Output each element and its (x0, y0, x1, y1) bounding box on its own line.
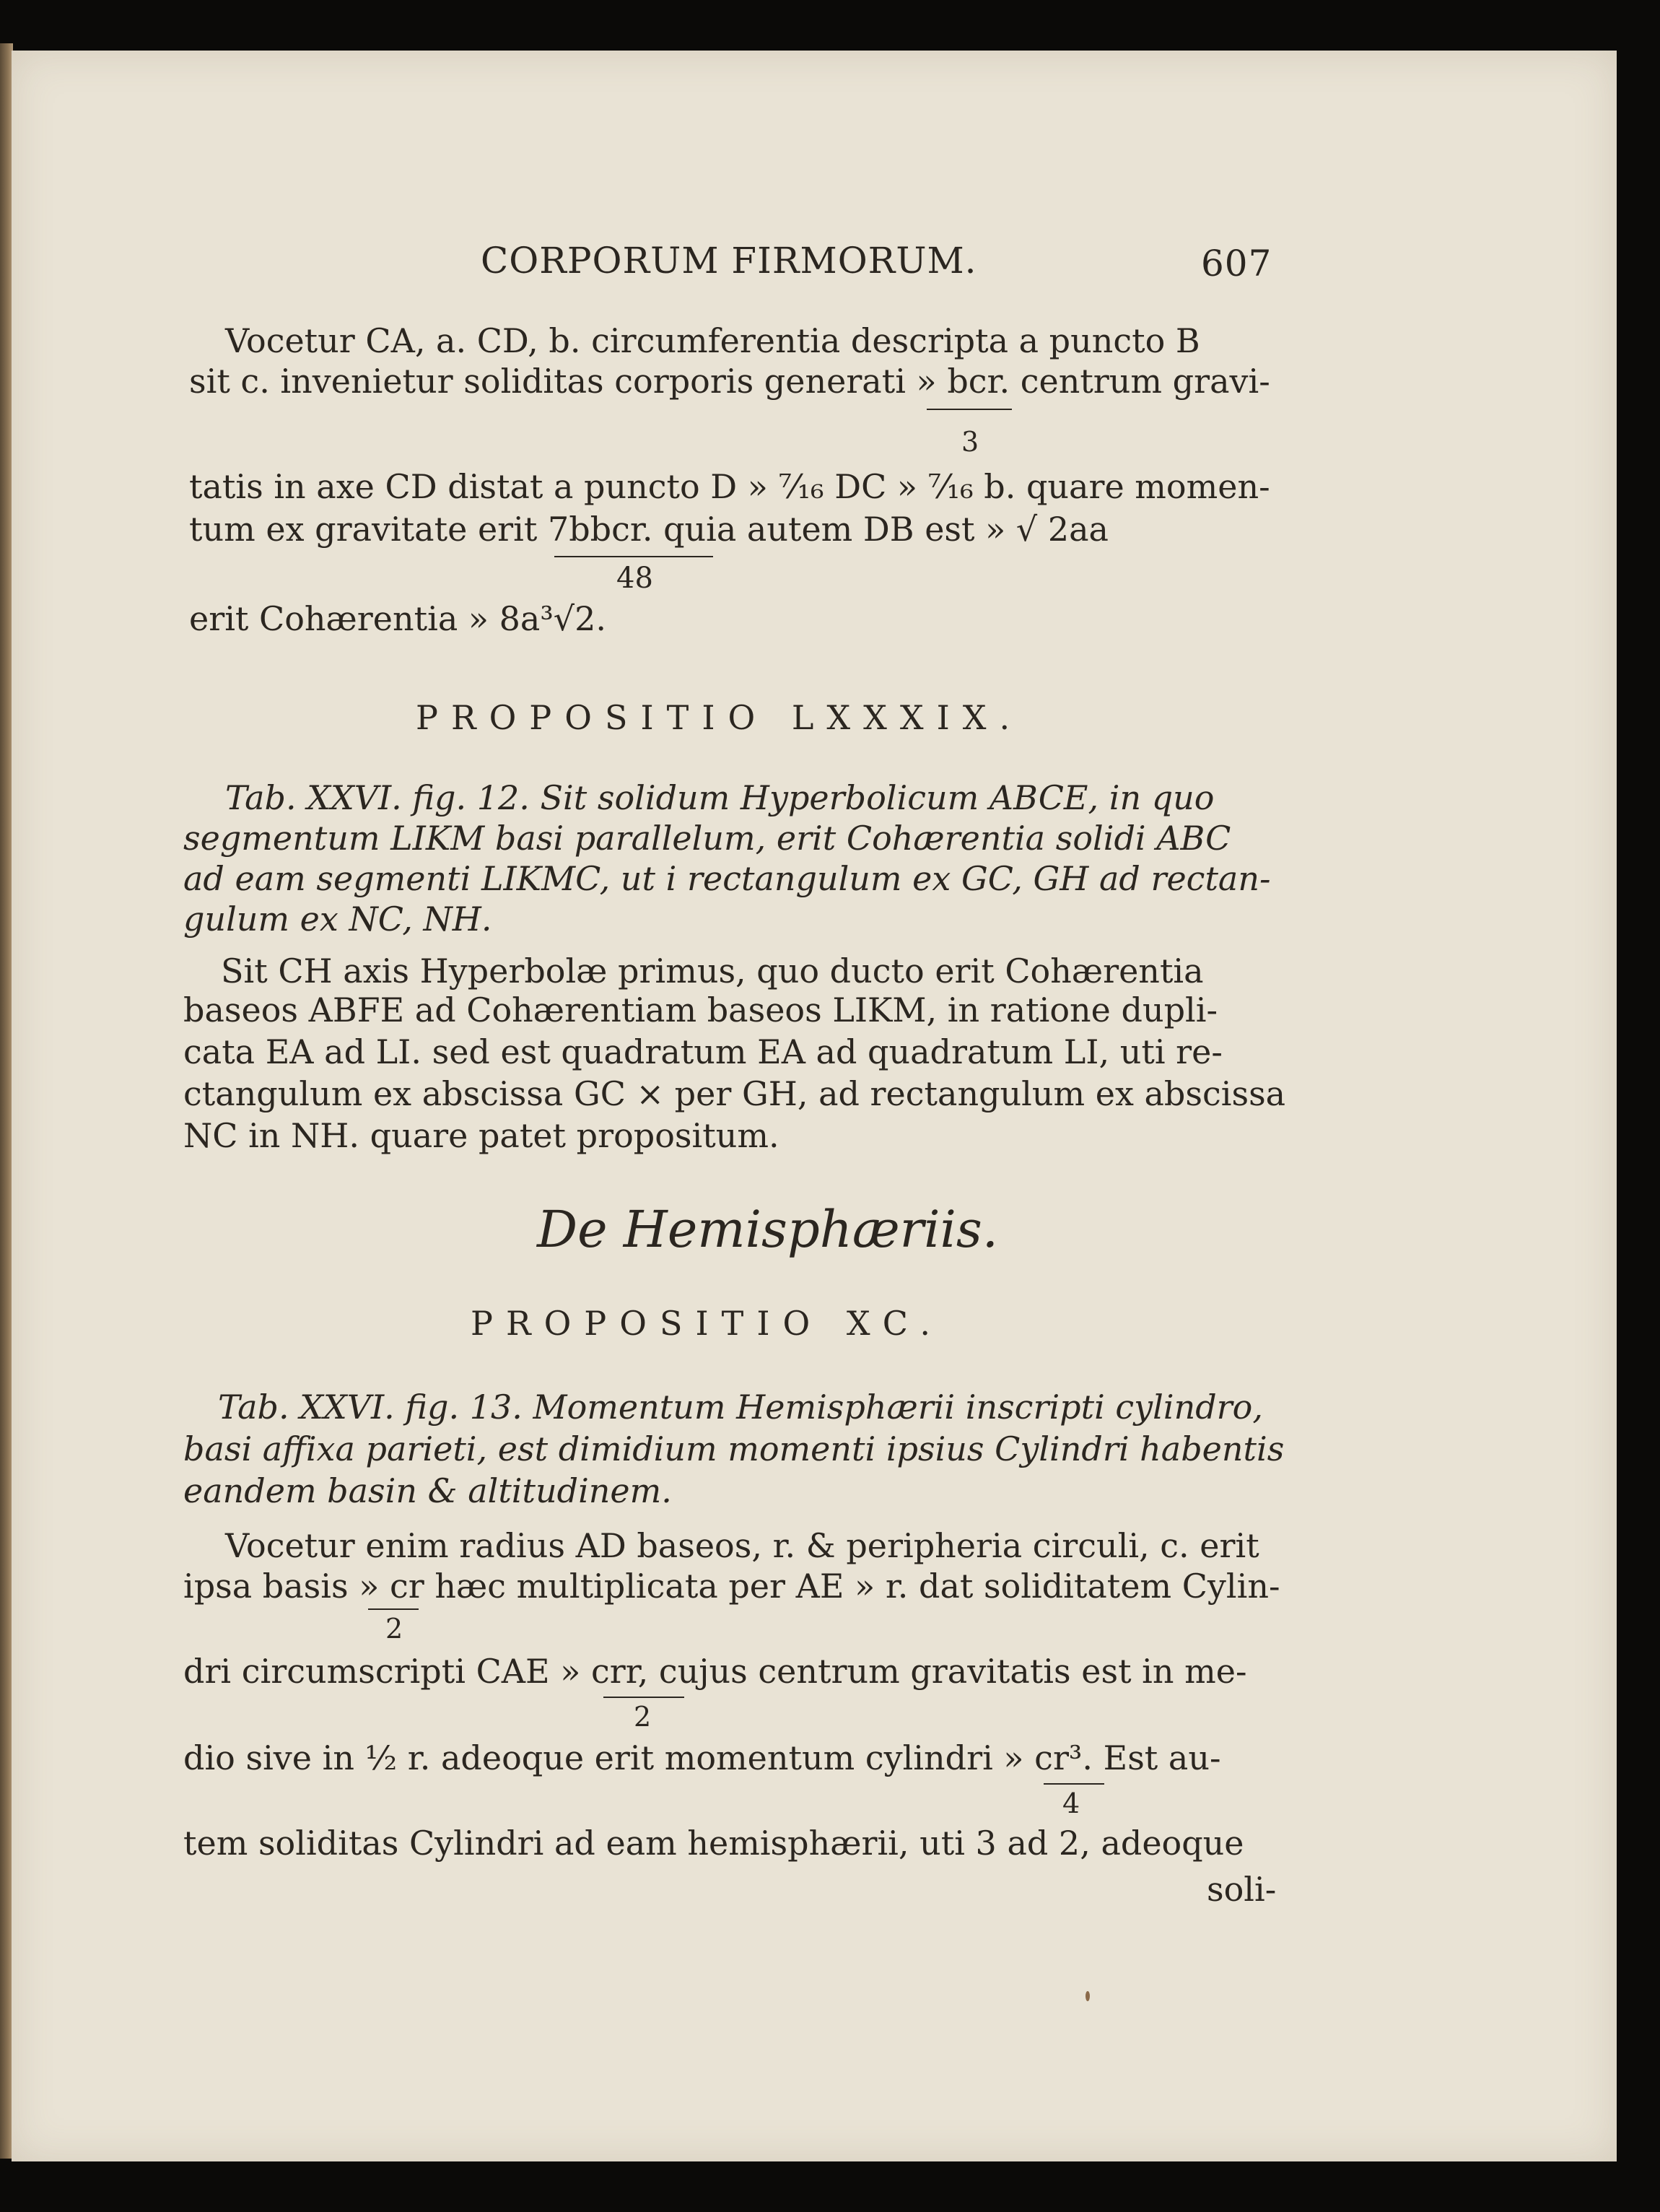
paper-blemish (1085, 1991, 1090, 2001)
text-line: Tab. XXVI. fig. 13. Momentum Hemisphærii inscripti cylindro, (218, 1388, 1263, 1427)
proposition-90-heading: PROPOSITIO XC. (471, 1304, 943, 1343)
fraction-denominator: 4 (1062, 1788, 1080, 1819)
section-title: De Hemisphæriis. (537, 1200, 999, 1259)
text-line: Vocetur enim radius AD baseos, r. & peripheria circuli, c. erit (225, 1526, 1259, 1565)
text-line: tatis in axe CD distat a puncto D » ⁷⁄₁₆ DC » ⁷⁄₁₆ b. quare momen- (189, 467, 1270, 506)
text-line: ctangulum ex abscissa GC × per GH, ad rectangulum ex abscissa (183, 1074, 1286, 1113)
fraction-denominator: 48 (616, 562, 653, 595)
fraction-bar (368, 1608, 419, 1610)
text-line: gulum ex NC, NH. (183, 900, 492, 939)
text-line: dri circumscripti CAE » crr, cujus centrum gravitatis est in me- (183, 1652, 1247, 1691)
text-line: baseos ABFE ad Cohærentiam baseos LIKM, in ratione dupli- (183, 990, 1218, 1029)
fraction-bar (927, 409, 1012, 410)
text-line: Vocetur CA, a. CD, b. circumferentia descripta a puncto B (225, 321, 1200, 360)
fraction-denominator: 3 (961, 426, 979, 458)
text-line: tem soliditas Cylindri ad eam hemisphærii, uti 3 ad 2, adeoque (183, 1824, 1244, 1863)
catchword: soli- (1207, 1870, 1277, 1909)
fraction-denominator: 2 (385, 1613, 403, 1645)
text-line: ad eam segmenti LIKMC, ut i rectangulum ex GC, GH ad rectan- (183, 859, 1271, 898)
running-header: CORPORUM FIRMORUM. (481, 240, 977, 282)
text-line: Tab. XXVI. fig. 12. Sit solidum Hyperbolicum ABCE, in quo (225, 778, 1215, 817)
text-line: Sit CH axis Hyperbolæ primus, quo ducto erit Cohærentia (221, 952, 1204, 990)
page-number: 607 (1201, 243, 1272, 284)
fraction-denominator: 2 (634, 1701, 652, 1733)
text-line: NC in NH. quare patet propositum. (183, 1116, 779, 1155)
text-line: dio sive in ½ r. adeoque erit momentum cylindri » cr³. Est au- (183, 1738, 1221, 1777)
fraction-bar (603, 1697, 684, 1698)
text-line: segmentum LIKM basi parallelum, erit Cohærentia solidi ABC (183, 819, 1231, 858)
fraction-bar (554, 556, 713, 557)
text-line: tum ex gravitate erit 7bbcr. quia autem DB est » √ 2aa (189, 510, 1109, 549)
text-line: ipsa basis » cr hæc multiplicata per AE » r. dat soliditatem Cylin- (183, 1567, 1280, 1606)
text-line: basi affixa parieti, est dimidium momenti ipsius Cylindri habentis (183, 1429, 1285, 1468)
proposition-89-heading: PROPOSITIO LXXXIX. (416, 698, 1023, 737)
book-page (12, 51, 1617, 2161)
text-line: erit Cohærentia » 8a³√2. (189, 599, 606, 638)
text-line: cata EA ad LI. sed est quadratum EA ad quadratum LI, uti re- (183, 1032, 1223, 1071)
text-line: eandem basin & altitudinem. (183, 1471, 672, 1510)
fraction-bar (1044, 1783, 1104, 1785)
text-line: sit c. invenietur soliditas corporis generati » bcr. centrum gravi- (189, 362, 1270, 401)
